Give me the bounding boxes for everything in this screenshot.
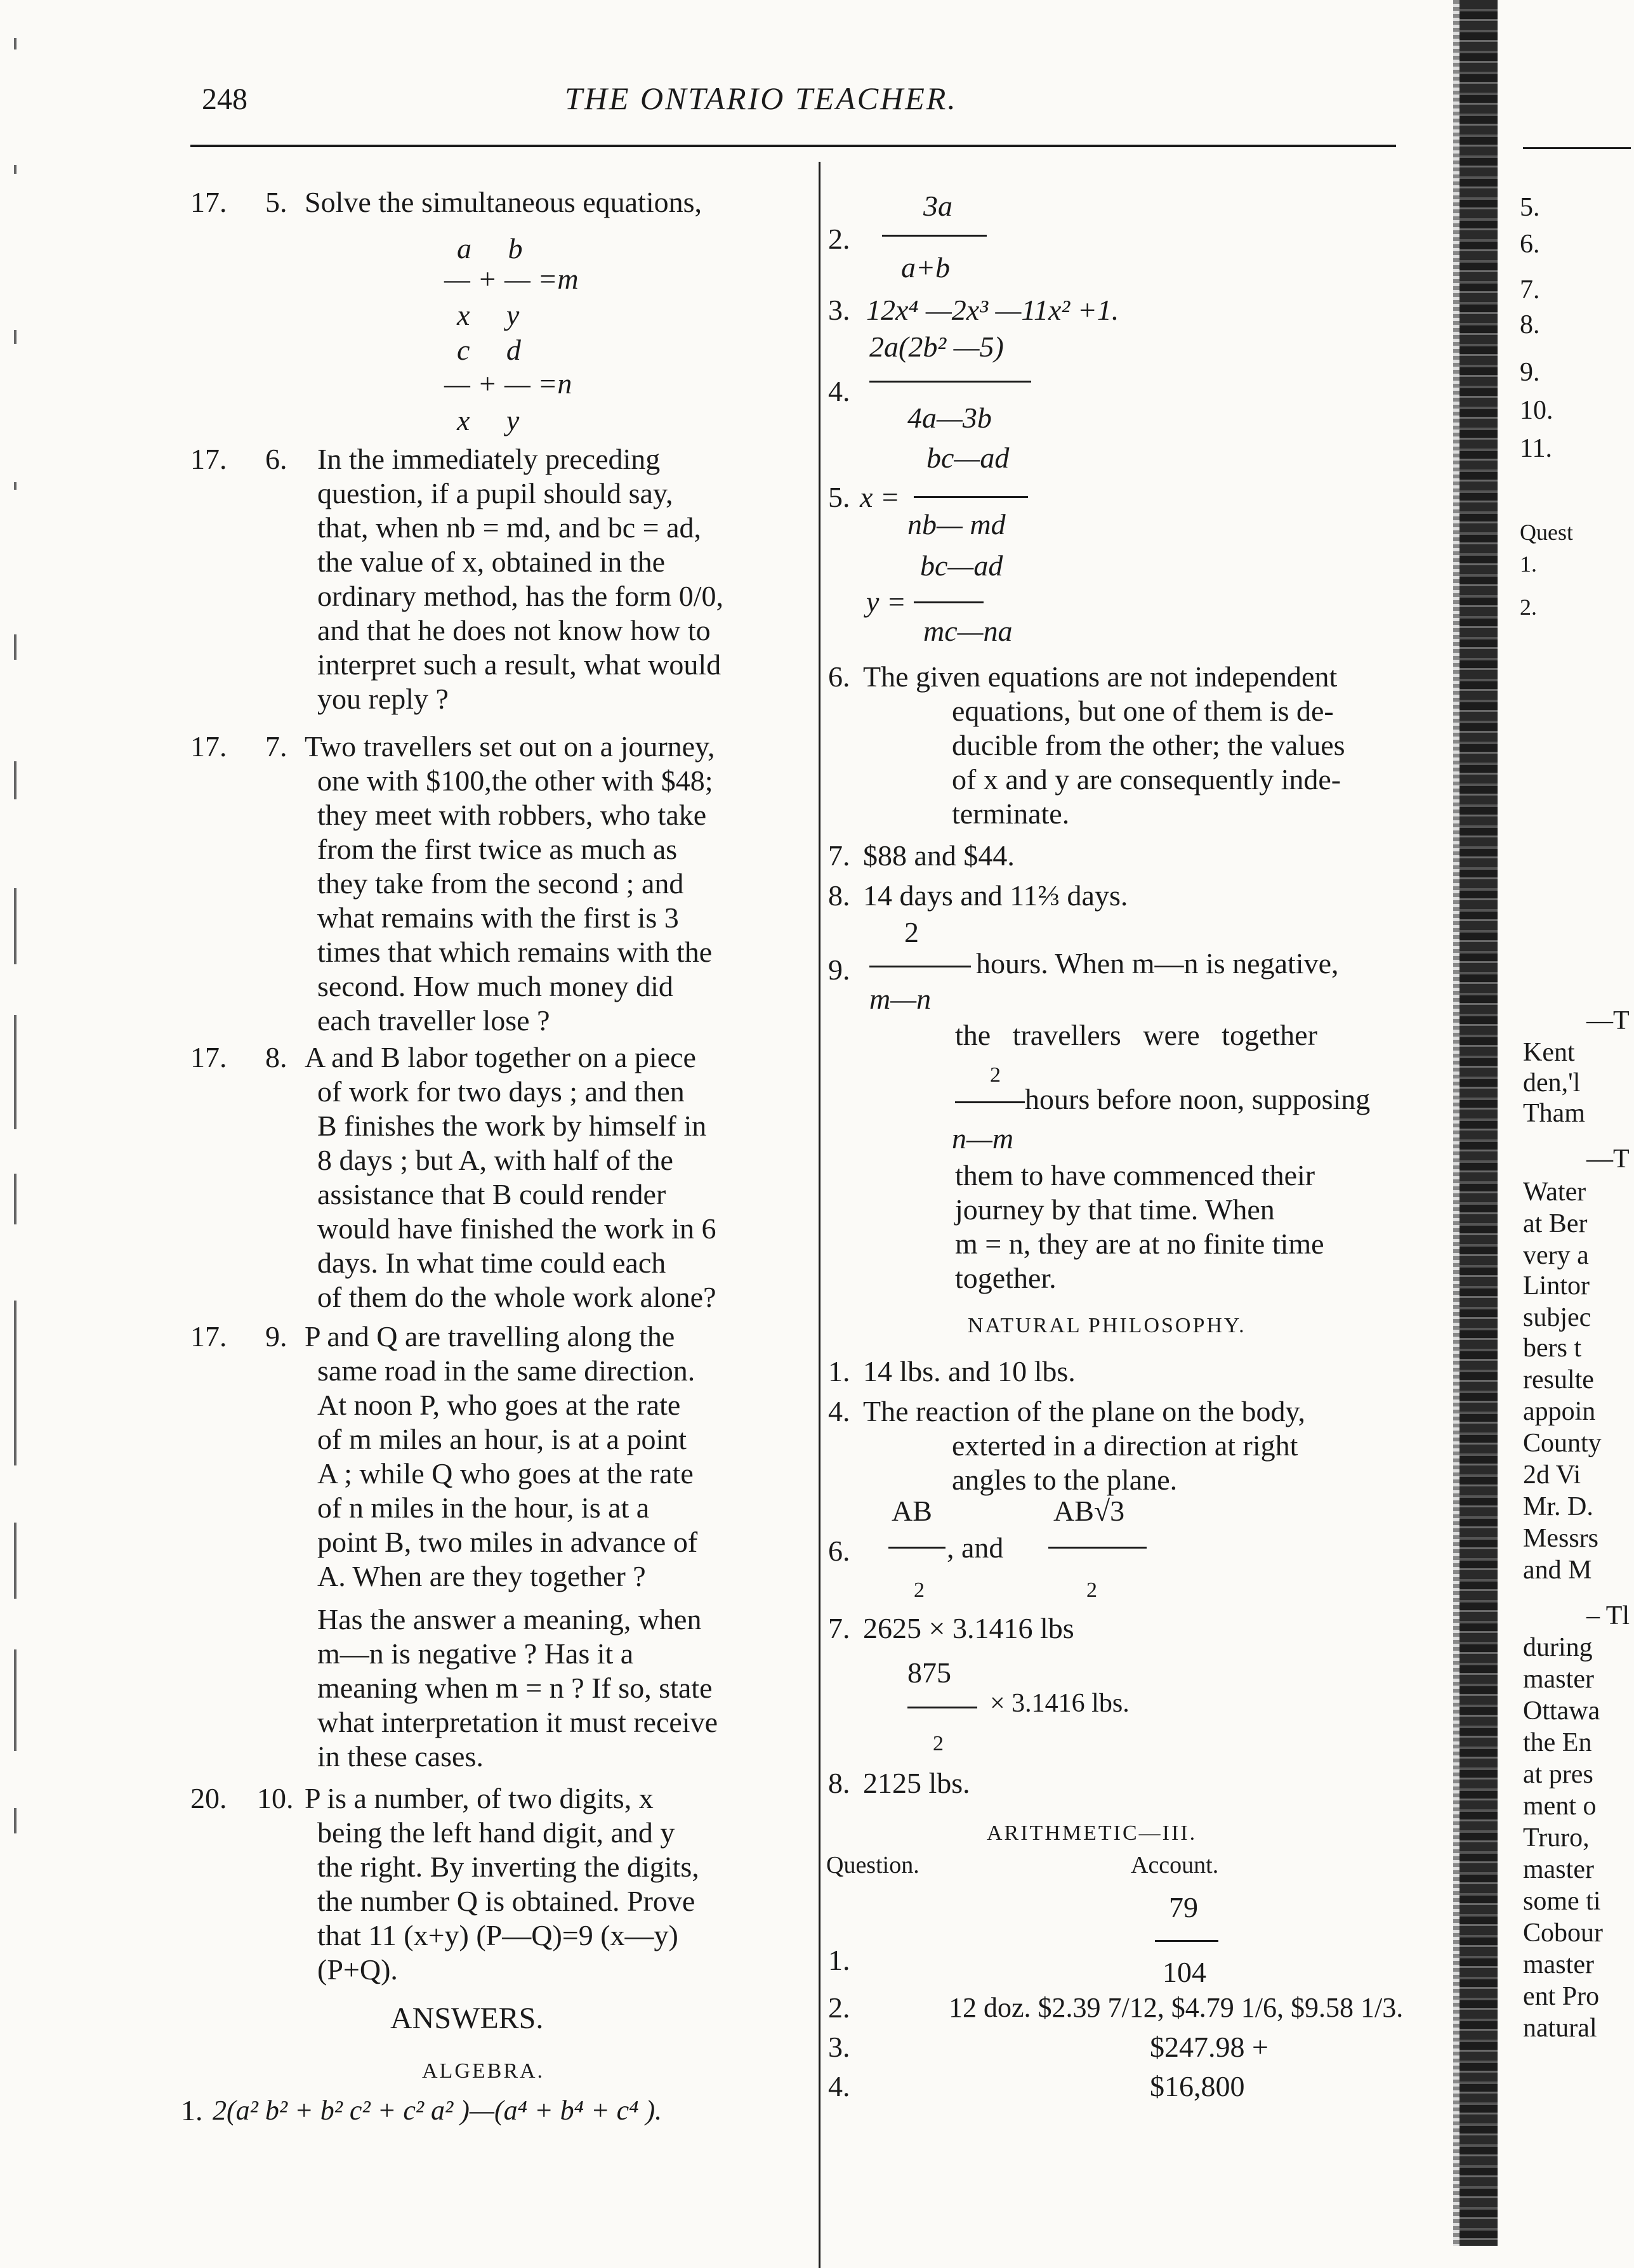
adjacent-fragment: the En xyxy=(1523,1728,1592,1757)
text-line: P and Q are travelling along the xyxy=(305,1320,675,1353)
algebra-answer-1: 2(a² b² + b² c² + c² a² )—(a⁴ + b⁴ + c⁴ ). xyxy=(213,2095,662,2126)
nat-answer-6-numerator-1: AB xyxy=(892,1495,932,1527)
text-line: angles to the plane. xyxy=(952,1464,1178,1496)
q5-eq2-numerators: c d xyxy=(457,334,521,366)
adjacent-num: 1. xyxy=(1520,551,1537,577)
q5-eq2-denominators: x y xyxy=(457,404,520,436)
header-rule xyxy=(190,145,1396,147)
nat-answer-7-numerator: 875 xyxy=(907,1656,951,1689)
adjacent-fragment: Tham xyxy=(1523,1099,1585,1128)
q8-number: 8. xyxy=(265,1041,287,1073)
text-line: Has the answer a meaning, when xyxy=(317,1603,702,1635)
answer-2-number: 2. xyxy=(828,223,850,255)
text-line: together. xyxy=(955,1262,1057,1294)
adjacent-fragment: Ottawa xyxy=(1523,1696,1600,1726)
adjacent-fragment: at Ber xyxy=(1523,1209,1588,1238)
nat-answer-8-number: 8. xyxy=(828,1767,850,1799)
q5-eq1-denominators: x y xyxy=(457,299,520,331)
text-line: of them do the whole work alone? xyxy=(317,1281,716,1313)
q5-eq2-bars: — + — =n xyxy=(444,367,572,400)
answer-6-number: 6. xyxy=(828,660,850,693)
adjacent-quest: Quest xyxy=(1520,520,1573,545)
answer-3: 12x⁴ —2x³ —11x² +1. xyxy=(866,294,1119,326)
text-line: you reply ? xyxy=(317,683,449,715)
answer-9-line-2: the travellers were together xyxy=(955,1019,1317,1051)
adjacent-fragment: and M xyxy=(1523,1556,1592,1585)
text-line: in these cases. xyxy=(317,1740,484,1773)
column-question: Question. xyxy=(826,1852,919,1878)
text-line: The given equations are not independent xyxy=(863,660,1338,693)
text-line: times that which remains with the xyxy=(317,936,713,968)
arith-answer-3-number: 3. xyxy=(828,2031,850,2063)
text-line: and that he does not know how to xyxy=(317,614,711,646)
adjacent-fragment: subjec xyxy=(1523,1303,1591,1332)
text-line: journey by that time. When xyxy=(955,1193,1275,1226)
text-line: A. When are they together ? xyxy=(317,1560,646,1592)
adjacent-fragment: Lintor xyxy=(1523,1271,1590,1301)
q5-text: Solve the simultaneous equations, xyxy=(305,186,702,218)
q7-number: 7. xyxy=(265,730,287,763)
adjacent-fragment: County xyxy=(1523,1429,1602,1458)
answer-5-y-denominator: mc—na xyxy=(923,615,1013,647)
nat-answer-6-and: , and xyxy=(947,1531,1004,1564)
text-line: A ; while Q who goes at the rate xyxy=(317,1457,694,1490)
text-line: 8 days ; but A, with half of the xyxy=(317,1144,673,1176)
adjacent-num: 8. xyxy=(1520,310,1540,339)
arith-answer-1-denominator: 104 xyxy=(1163,1956,1206,1988)
answer-9-second-denominator: n—m xyxy=(952,1122,1014,1155)
column-account: Account. xyxy=(1131,1852,1219,1878)
nat-answer-7-fraction-bar xyxy=(907,1707,977,1708)
text-line: the value of x, obtained in the xyxy=(317,546,666,578)
text-line: that 11 (x+y) (P—Q)=9 (x—y) xyxy=(317,1919,678,1951)
text-line: second. How much money did xyxy=(317,970,673,1002)
text-line: what interpretation it must receive xyxy=(317,1706,718,1738)
adjacent-num: 5. xyxy=(1520,193,1540,222)
answer-5-number: 5. xyxy=(828,481,850,513)
answer-4-fraction-bar xyxy=(869,381,1031,383)
answer-4-numerator: 2a(2b² —5) xyxy=(869,331,1004,363)
text-line: ordinary method, has the form 0/0, xyxy=(317,580,724,612)
adjacent-fragment: Mr. D. xyxy=(1523,1492,1593,1521)
text-line: would have finished the work in 6 xyxy=(317,1212,716,1245)
adjacent-num: 2. xyxy=(1520,594,1537,620)
adjacent-num: 10. xyxy=(1520,396,1553,425)
text-line: same road in the same direction. xyxy=(317,1354,695,1387)
adjacent-fragment: during xyxy=(1523,1633,1593,1662)
arith-answer-4: $16,800 xyxy=(1150,2070,1245,2102)
adjacent-num: 7. xyxy=(1520,275,1540,305)
adjacent-fragment: den,'l xyxy=(1523,1068,1581,1098)
q9-marks: 17. xyxy=(190,1320,227,1353)
adjacent-fragment: master xyxy=(1523,1855,1594,1884)
text-line: B finishes the work by himself in xyxy=(317,1110,707,1142)
text-line: At noon P, who goes at the rate xyxy=(317,1389,681,1421)
text-line: of m miles an hour, is at a point xyxy=(317,1423,687,1455)
answer-4-denominator: 4a—3b xyxy=(907,402,992,434)
adjacent-num: 6. xyxy=(1520,230,1540,259)
text-line: assistance that B could render xyxy=(317,1178,666,1210)
text-line: of work for two days ; and then xyxy=(317,1075,685,1108)
adjacent-fragment: —T xyxy=(1586,1006,1630,1035)
text-line: m = n, they are at no finite time xyxy=(955,1228,1324,1260)
text-line: the number Q is obtained. Prove xyxy=(317,1885,695,1917)
answer-2-denominator: a+b xyxy=(901,251,951,284)
text-line: ducible from the other; the values xyxy=(952,729,1345,761)
adjacent-fragment: 2d Vi xyxy=(1523,1460,1581,1490)
answer-8-number: 8. xyxy=(828,879,850,912)
text-line: A and B labor together on a piece xyxy=(305,1041,696,1073)
adjacent-fragment: Messrs xyxy=(1523,1524,1599,1553)
adjacent-fragment: master xyxy=(1523,1665,1594,1694)
natural-philosophy-heading: NATURAL PHILOSOPHY. xyxy=(968,1314,1246,1337)
adjacent-fragment: resulte xyxy=(1523,1365,1594,1394)
text-line: P is a number, of two digits, x xyxy=(305,1782,654,1814)
answer-9-second-tail: hours before noon, supposing xyxy=(1025,1083,1371,1115)
adjacent-fragment: ment o xyxy=(1523,1792,1597,1821)
nat-answer-8: 2125 lbs. xyxy=(863,1767,970,1799)
nat-answer-7-number: 7. xyxy=(828,1612,850,1644)
adjacent-fragment: bers t xyxy=(1523,1334,1582,1363)
answer-2-fraction-bar xyxy=(882,235,987,237)
nat-answer-7: 2625 × 3.1416 lbs xyxy=(863,1612,1074,1644)
text-line: each traveller lose ? xyxy=(317,1004,550,1037)
arith-answer-1-numerator: 79 xyxy=(1169,1891,1198,1924)
text-line: of n miles in the hour, is at a xyxy=(317,1491,650,1524)
text-line: In the immediately preceding xyxy=(317,443,661,475)
q10-number: 10. xyxy=(257,1782,294,1814)
answer-5-x-denominator: nb— md xyxy=(907,508,1006,541)
q5-number: 5. xyxy=(265,186,287,218)
text-line: they meet with robbers, who take xyxy=(317,799,707,831)
adjacent-fragment: – Tl xyxy=(1586,1601,1630,1630)
text-line: m—n is negative ? Has it a xyxy=(317,1637,634,1670)
adjacent-fragment: master xyxy=(1523,1950,1594,1979)
answer-5-x-fraction-bar xyxy=(914,496,1028,498)
text-line: they take from the second ; and xyxy=(317,867,684,900)
q6-number: 6. xyxy=(265,443,287,475)
running-title: THE ONTARIO TEACHER. xyxy=(565,81,958,116)
adjacent-fragment: very a xyxy=(1523,1241,1589,1270)
nat-answer-6-fraction-bar-1 xyxy=(888,1547,945,1549)
arith-answer-1-number: 1. xyxy=(828,1944,850,1976)
text-line: that, when nb = md, and bc = ad, xyxy=(317,511,702,544)
page-binding-edge xyxy=(1459,0,1498,2246)
algebra-heading: ALGEBRA. xyxy=(422,2059,545,2083)
algebra-answer-1-number: 1. xyxy=(181,2094,203,2127)
answer-4-number: 4. xyxy=(828,375,850,407)
answer-5-x-numerator: bc—ad xyxy=(926,442,1010,474)
adjacent-fragment: ent Pro xyxy=(1523,1982,1600,2011)
adjacent-fragment: some ti xyxy=(1523,1887,1601,1916)
column-divider xyxy=(819,162,820,2268)
text-line: of x and y are consequently inde- xyxy=(952,763,1341,796)
answer-9-tail: hours. When m—n is negative, xyxy=(976,947,1339,980)
q5-marks: 17. xyxy=(190,186,227,218)
answer-9-numerator: 2 xyxy=(904,916,919,948)
arith-answer-1-fraction-bar xyxy=(1155,1940,1218,1942)
text-line: the right. By inverting the digits, xyxy=(317,1851,699,1883)
answers-heading: ANSWERS. xyxy=(390,2002,544,2035)
nat-answer-6-denominator-2: 2 xyxy=(1086,1578,1099,1602)
text-line: question, if a pupil should say, xyxy=(317,477,673,509)
text-line: terminate. xyxy=(952,797,1070,830)
q9-number: 9. xyxy=(265,1320,287,1353)
adjacent-page xyxy=(1517,0,1634,2246)
text-line: being the left hand digit, and y xyxy=(317,1816,675,1849)
text-line: meaning when m = n ? If so, state xyxy=(317,1672,713,1704)
adjacent-fragment: natural xyxy=(1523,2014,1597,2043)
arith-answer-2-number: 2. xyxy=(828,1991,850,2024)
text-line: one with $100,the other with $48; xyxy=(317,764,713,797)
text-line: what remains with the first is 3 xyxy=(317,901,679,934)
adjacent-fragment: Truro, xyxy=(1523,1823,1590,1852)
adjacent-fragment: Cobour xyxy=(1523,1918,1603,1948)
text-line: (P+Q). xyxy=(317,1953,398,1986)
arith-answer-3: $247.98 + xyxy=(1150,2031,1268,2063)
answer-5-y-numerator: bc—ad xyxy=(920,549,1003,582)
page-number: 248 xyxy=(202,82,247,116)
answer-8: 14 days and 11⅔ days. xyxy=(863,879,1128,912)
answer-9-number: 9. xyxy=(828,954,850,986)
answer-2-numerator: 3a xyxy=(923,190,952,222)
answer-9-fraction-bar xyxy=(869,966,971,967)
answer-3-number: 3. xyxy=(828,294,850,326)
nat-answer-4-number: 4. xyxy=(828,1395,850,1427)
text-line: them to have commenced their xyxy=(955,1159,1315,1191)
answer-9-denominator: m—n xyxy=(869,983,932,1015)
nat-answer-7-tail: × 3.1416 lbs. xyxy=(990,1689,1130,1718)
nat-answer-1-number: 1. xyxy=(828,1355,850,1387)
nat-answer-6-fraction-bar-2 xyxy=(1048,1547,1147,1549)
adjacent-header-rule xyxy=(1523,147,1631,149)
answer-7: $88 and $44. xyxy=(863,839,1015,872)
adjacent-fragment: —T xyxy=(1586,1144,1630,1174)
answer-7-number: 7. xyxy=(828,839,850,872)
nat-answer-6-numerator-2: AB√3 xyxy=(1053,1495,1125,1527)
text-line: Two travellers set out on a journey, xyxy=(305,730,715,763)
nat-answer-7-denominator: 2 xyxy=(933,1732,945,1755)
text-line: The reaction of the plane on the body, xyxy=(863,1395,1305,1427)
q6-marks: 17. xyxy=(190,443,227,475)
adjacent-fragment: Water xyxy=(1523,1177,1586,1207)
q5-eq1-bars: — + — =m xyxy=(444,263,579,295)
text-line: equations, but one of them is de- xyxy=(952,695,1334,727)
answer-5-x-label: x = xyxy=(860,481,900,513)
adjacent-num: 11. xyxy=(1520,434,1552,463)
adjacent-num: 9. xyxy=(1520,358,1540,387)
adjacent-fragment: Kent xyxy=(1523,1038,1575,1067)
nat-answer-1: 14 lbs. and 10 lbs. xyxy=(863,1355,1076,1387)
adjacent-fragment: at pres xyxy=(1523,1760,1593,1789)
q10-marks: 20. xyxy=(190,1782,227,1814)
q5-eq1-numerators: a b xyxy=(457,232,523,265)
answer-9-second-fraction-bar xyxy=(955,1101,1025,1103)
adjacent-fragment: appoin xyxy=(1523,1397,1596,1426)
answer-5-y-fraction-bar xyxy=(914,601,984,603)
answer-5-y-label: y = xyxy=(866,586,906,618)
text-line: interpret such a result, what would xyxy=(317,648,721,681)
arithmetic-heading: ARITHMETIC—III. xyxy=(987,1821,1197,1845)
text-line: days. In what time could each xyxy=(317,1247,666,1279)
q8-marks: 17. xyxy=(190,1041,227,1073)
answer-9-second-numerator: 2 xyxy=(990,1063,1003,1087)
text-line: point B, two miles in advance of xyxy=(317,1526,698,1558)
arith-answer-2: 12 doz. $2.39 7/12, $4.79 1/6, $9.58 1/3. xyxy=(949,1992,1404,2023)
nat-answer-6-number: 6. xyxy=(828,1535,850,1567)
arith-answer-4-number: 4. xyxy=(828,2070,850,2102)
nat-answer-6-denominator-1: 2 xyxy=(914,1578,926,1602)
text-line: exterted in a direction at right xyxy=(952,1429,1298,1462)
text-line: from the first twice as much as xyxy=(317,833,678,865)
q7-marks: 17. xyxy=(190,730,227,763)
